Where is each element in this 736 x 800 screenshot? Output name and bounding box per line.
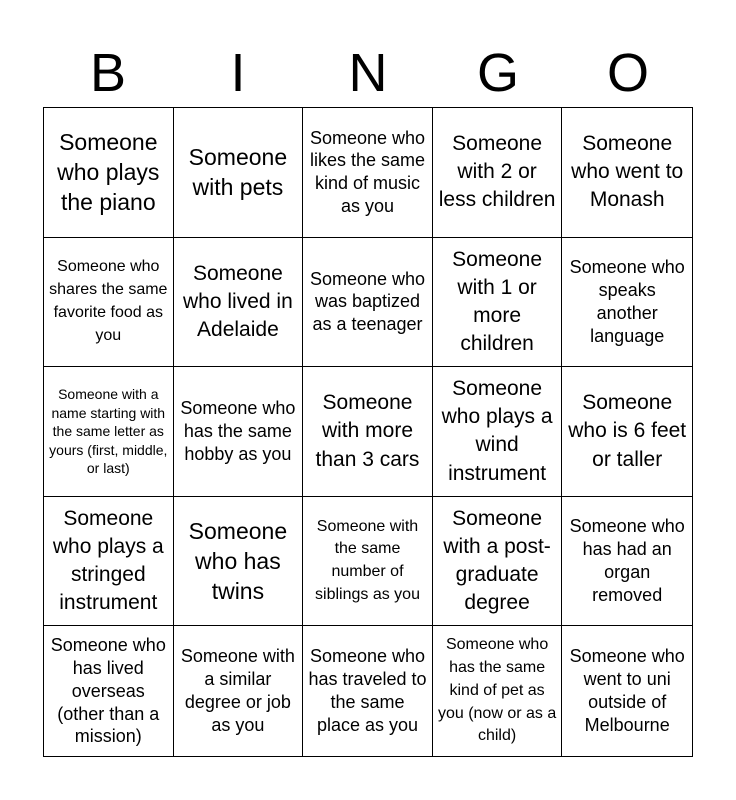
bingo-cell-r1-c4[interactable] xyxy=(433,108,563,238)
bingo-cell-r4-c5[interactable] xyxy=(562,497,692,627)
bingo-cell-text: Someone who has lived overseas (other than a mission) xyxy=(50,635,166,747)
bingo-cell-r2-c3[interactable] xyxy=(303,238,433,368)
bingo-cell-text: Someone who shares the same favorite food as you xyxy=(49,258,168,344)
header-letter-g: G xyxy=(476,43,519,103)
bingo-cell-text: Someone who plays a wind instrument xyxy=(441,377,553,485)
bingo-cell-text: Someone with 2 or less children xyxy=(438,132,556,212)
bingo-cell-text: Someone with 1 or more children xyxy=(452,247,543,356)
bingo-cell-r2-c4[interactable] xyxy=(433,238,563,368)
bingo-header xyxy=(43,38,693,108)
bingo-cell-r3-c4[interactable] xyxy=(433,367,563,497)
header-letter-n: N xyxy=(348,43,388,103)
bingo-cell-text: Someone who speaks another language xyxy=(569,257,685,346)
bingo-cell-r5-c1[interactable] xyxy=(44,626,174,756)
bingo-cell-r4-c1[interactable] xyxy=(44,497,174,627)
bingo-cell-r4-c2[interactable] xyxy=(174,497,304,627)
bingo-cell-r2-c5[interactable] xyxy=(562,238,692,368)
bingo-cell-text: Someone who lived in Adelaide xyxy=(183,261,293,341)
bingo-board xyxy=(43,107,693,757)
bingo-cell-r5-c4[interactable] xyxy=(433,626,563,756)
bingo-cell-text: Someone who likes the same kind of music as you xyxy=(309,127,426,217)
bingo-cell-text: Someone who has had an organ removed xyxy=(569,516,685,605)
bingo-cell-text: Someone who has the same kind of pet as you (now or as a child) xyxy=(437,636,557,745)
bingo-cell-r3-c2[interactable] xyxy=(174,367,304,497)
bingo-cell-r1-c3[interactable] xyxy=(303,108,433,238)
bingo-cell-text: Someone who went to uni outside of Melbourne xyxy=(569,646,685,736)
bingo-cell-r3-c1[interactable] xyxy=(44,367,174,497)
bingo-cell-r5-c2[interactable] xyxy=(174,626,304,756)
bingo-cell-text: Someone who plays the piano xyxy=(57,128,160,216)
bingo-cell-text: Someone who went to Monash xyxy=(571,132,684,212)
bingo-cell-r4-c3[interactable] xyxy=(303,497,433,627)
bingo-cell-r1-c2[interactable] xyxy=(174,108,304,238)
bingo-cell-r4-c4[interactable] xyxy=(433,497,563,627)
bingo-cell-text: Someone with more than 3 cars xyxy=(315,391,420,471)
header-letter-i: I xyxy=(230,43,246,103)
header-letter-b: B xyxy=(89,43,127,103)
bingo-cell-text: Someone with pets xyxy=(188,143,288,201)
bingo-cell-text: Someone who is 6 feet or taller xyxy=(568,391,687,471)
bingo-cell-r1-c1[interactable] xyxy=(44,108,174,238)
bingo-cell-r3-c5[interactable] xyxy=(562,367,692,497)
bingo-cell-text: Someone who was baptized as a teenager xyxy=(309,268,426,335)
bingo-cell-r1-c5[interactable] xyxy=(562,108,692,238)
bingo-cell-text: Someone with a similar degree or job as you xyxy=(180,646,295,736)
header-letter-o: O xyxy=(606,43,649,103)
bingo-cell-text: Someone who has the same hobby as you xyxy=(180,398,296,464)
bingo-cell-r2-c1[interactable] xyxy=(44,238,174,368)
bingo-cell-text: Someone who plays a stringed instrument xyxy=(52,506,164,615)
bingo-cell-text: Someone with the same number of siblings as you xyxy=(315,517,420,603)
bingo-cell-text: Someone who has twins xyxy=(188,517,288,605)
bingo-cell-r2-c2[interactable] xyxy=(174,238,304,368)
bingo-cell-text: Someone with a name starting with the same letter as yours (first, middle, or last) xyxy=(49,386,168,477)
bingo-cell-text: Someone with a post-graduate degree xyxy=(443,506,551,615)
bingo-cell-text: Someone who has traveled to the same place as you xyxy=(308,646,427,736)
bingo-cell-r3-c3[interactable] xyxy=(303,367,433,497)
bingo-cell-r5-c5[interactable] xyxy=(562,626,692,756)
bingo-cell-r5-c3[interactable] xyxy=(303,626,433,756)
